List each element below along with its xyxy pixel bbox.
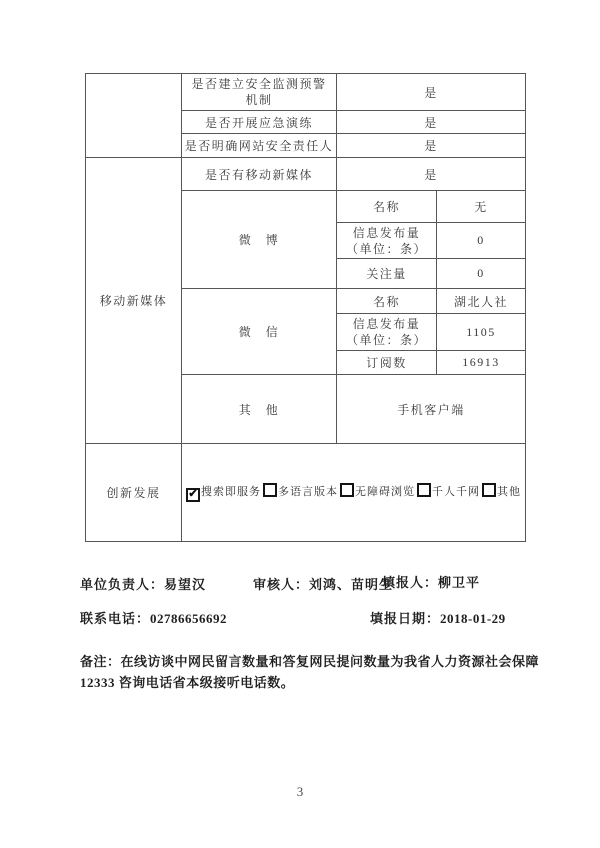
wechat-subscribers-label: 订阅数 — [337, 351, 437, 375]
label-line-1: 信息发布量 — [352, 225, 421, 240]
wechat-subscribers-value: 16913 — [437, 351, 526, 375]
filler-label: 填报人： — [382, 575, 439, 590]
option-accessibility — [338, 486, 415, 498]
checkbox-empty-icon — [417, 483, 431, 497]
label-line-2: 机制 — [245, 93, 273, 107]
value-security-monitor: 是 — [337, 74, 526, 111]
option-multilingual — [261, 486, 338, 498]
row-label-security-officer: 是否明确网站安全责任人 — [182, 134, 337, 158]
filler — [382, 572, 480, 591]
value-security-officer: 是 — [337, 134, 526, 158]
checkbox-empty-icon — [340, 483, 354, 497]
weibo-name-value: 无 — [437, 191, 526, 223]
date-value: 2018-01-29 — [440, 611, 506, 626]
row-label-has-mobile-media: 是否有移动新媒体 — [182, 158, 337, 191]
label-line-2: （单位：条） — [345, 333, 427, 347]
weibo-followers-label: 关注量 — [337, 259, 437, 289]
reviewer — [253, 574, 393, 593]
label-line-2: （单位：条） — [345, 241, 427, 256]
option-label: 搜索即服务 — [201, 486, 261, 498]
innovation-options-cell — [182, 444, 526, 542]
date-label: 填报日期： — [370, 611, 441, 626]
row-label-security-monitor — [182, 74, 337, 111]
filing-date — [370, 608, 506, 627]
option-other — [480, 486, 521, 498]
weibo-posts-value: 0 — [437, 223, 526, 259]
checkbox-empty-icon — [482, 483, 496, 497]
value-has-mobile-media: 是 — [337, 158, 526, 191]
weibo-name-label: 名称 — [337, 191, 437, 223]
value-emergency-drill: 是 — [337, 111, 526, 134]
label-line-1: 信息发布量 — [352, 317, 421, 331]
report-table — [85, 73, 526, 542]
category-cell-blank — [86, 74, 182, 158]
wechat-label-cell: 微 信 — [182, 289, 337, 375]
option-label: 多语言版本 — [278, 486, 338, 498]
table-row — [86, 444, 526, 542]
other-media-label: 其 他 — [182, 375, 337, 444]
table-row — [86, 74, 526, 111]
responsible-value: 易望汉 — [164, 577, 207, 592]
page-number: 3 — [296, 784, 304, 799]
category-cell-mobile-media: 移动新媒体 — [86, 158, 182, 444]
phone-label: 联系电话： — [80, 611, 151, 626]
weibo-followers-value: 0 — [437, 259, 526, 289]
other-media-value: 手机客户端 — [337, 375, 526, 444]
contact-phone — [80, 608, 227, 627]
option-label: 千人千网 — [432, 486, 480, 498]
option-label: 无障碍浏览 — [355, 486, 415, 498]
label-line-1: 是否建立安全监测预警 — [191, 77, 327, 91]
option-personalized — [415, 486, 480, 498]
weibo-label-cell: 微 博 — [182, 191, 337, 289]
table-row — [86, 158, 526, 191]
reviewer-label: 审核人： — [253, 577, 310, 592]
wechat-name-label: 名称 — [337, 289, 437, 314]
checkbox-empty-icon — [263, 483, 277, 497]
remark-note: 备注：在线访谈中网民留言数量和答复网民提问数量为我省人力资源社会保障 12333 咨询电话省本级接听电话数。 — [80, 654, 540, 690]
row-label-emergency-drill: 是否开展应急演练 — [182, 111, 337, 134]
responsible-label: 单位负责人： — [80, 577, 165, 592]
category-cell-innovation: 创新发展 — [86, 444, 182, 542]
option-label: 其他 — [497, 486, 521, 498]
checkbox-checked-icon: ✔ — [186, 488, 200, 502]
reviewer-value: 刘鸿、苗明生 — [309, 577, 394, 592]
phone-value: 02786656692 — [150, 611, 228, 626]
option-search-as-service — [186, 486, 261, 498]
wechat-posts-label — [337, 314, 437, 351]
wechat-name-value: 湖北人社 — [437, 289, 526, 314]
weibo-posts-label — [337, 223, 437, 259]
filler-value: 柳卫平 — [438, 575, 481, 590]
innovation-options-line — [186, 486, 521, 498]
responsible-person — [80, 574, 206, 593]
wechat-posts-value: 1105 — [437, 314, 526, 351]
